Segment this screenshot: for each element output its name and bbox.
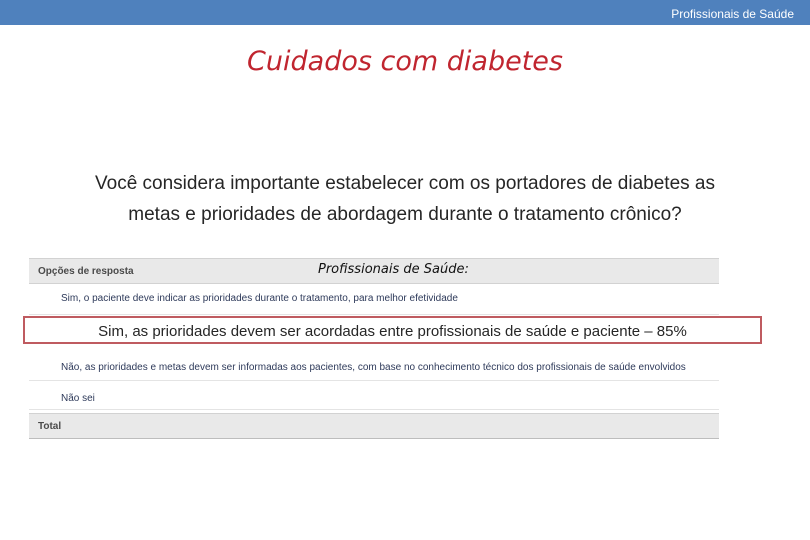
highlighted-answer <box>23 316 762 344</box>
answer-option: Sim, o paciente deve indicar as prioridades durante o tratamento, para melhor efetividade <box>61 293 458 304</box>
table-row <box>29 385 719 410</box>
audience-label: Profissionais de Saúde: <box>318 262 469 277</box>
answer-option: Não sei <box>61 393 95 404</box>
answer-option: Não, as prioridades e metas devem ser informadas aos pacientes, com base no conhecimento técnico dos profissionais de saúde envolvidos <box>61 362 686 373</box>
header-bar <box>0 0 810 25</box>
table-header-label: Opções de resposta <box>38 266 134 277</box>
question-line-2: metas e prioridades de abordagem durante o tratamento crônico? <box>128 204 682 225</box>
table-header-row <box>29 258 719 284</box>
table-total-row <box>29 413 719 439</box>
total-label: Total <box>38 421 62 432</box>
question-line-1: Você considera importante estabelecer com os portadores de diabetes as <box>95 173 715 194</box>
question-text <box>14 168 796 230</box>
slide-title: Cuidados com diabetes <box>247 46 563 77</box>
survey-table <box>29 258 719 438</box>
header-label: Profissionais de Saúde <box>671 7 794 21</box>
table-row <box>29 354 719 381</box>
highlighted-answer-text: Sim, as prioridades devem ser acordadas entre profissionais de saúde e paciente – 85% <box>98 323 687 340</box>
table-row <box>29 283 719 315</box>
